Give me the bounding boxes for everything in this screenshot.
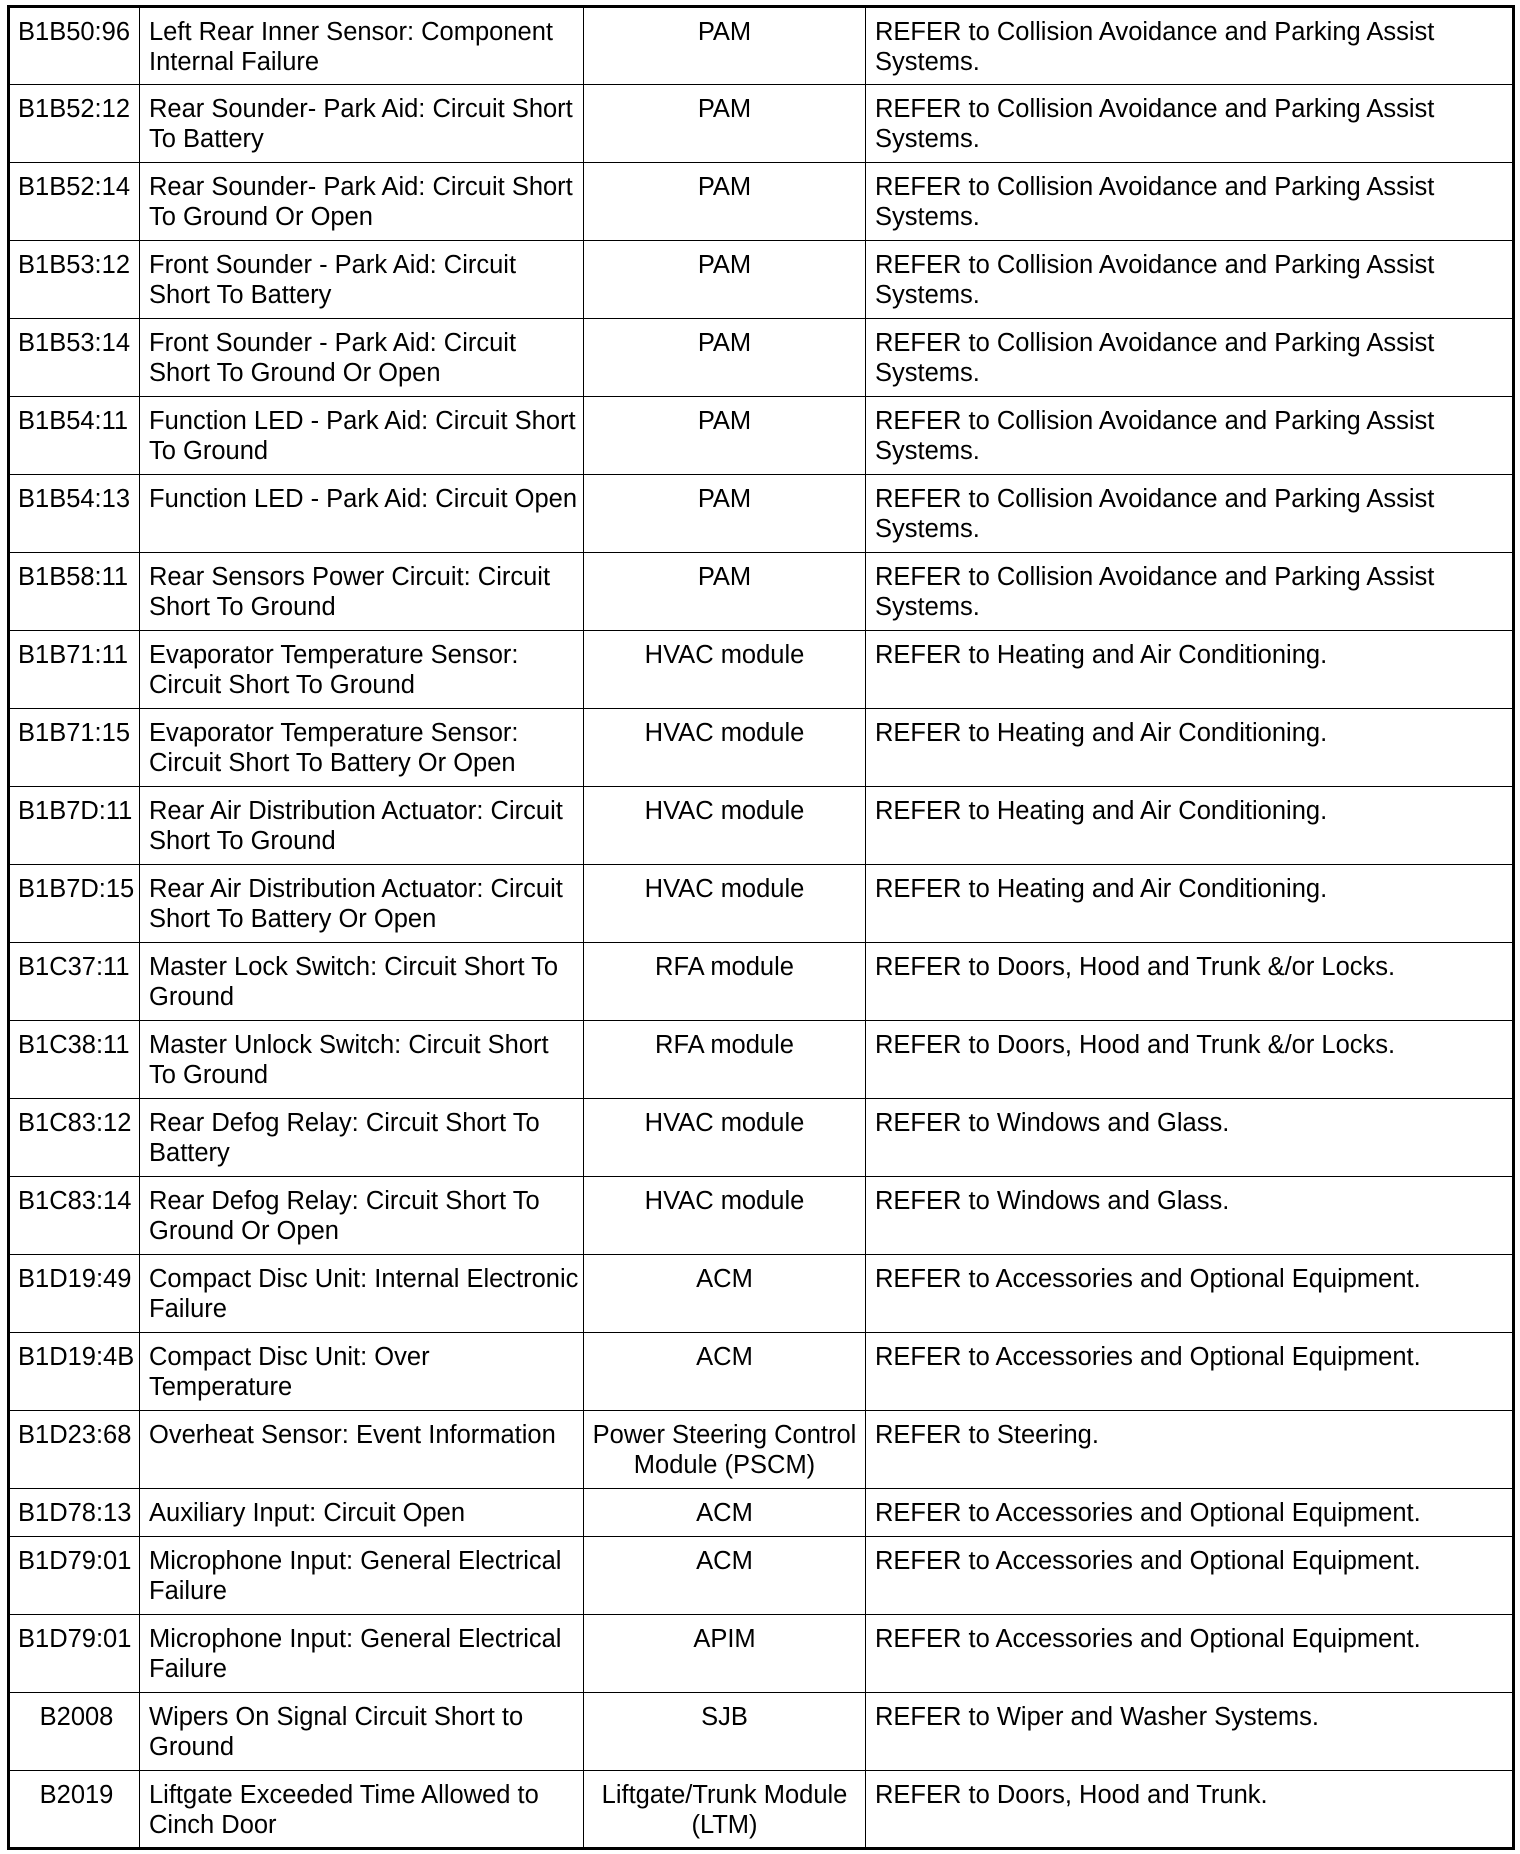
dtc-description: Front Sounder - Park Aid: Circuit Short To Battery	[140, 241, 584, 319]
dtc-action: REFER to Collision Avoidance and Parking Assist Systems.	[866, 163, 1514, 241]
table-row	[9, 1693, 1514, 1771]
dtc-description: Rear Air Distribution Actuator: Circuit Short To Ground	[140, 787, 584, 865]
dtc-module: PAM	[584, 85, 866, 163]
dtc-description: Evaporator Temperature Sensor: Circuit Short To Battery Or Open	[140, 709, 584, 787]
table-row	[9, 475, 1514, 553]
dtc-code: B1B7D:11	[9, 787, 140, 865]
dtc-module: HVAC module	[584, 1177, 866, 1255]
dtc-action: REFER to Collision Avoidance and Parking Assist Systems.	[866, 553, 1514, 631]
dtc-code: B1B54:13	[9, 475, 140, 553]
dtc-module: Power Steering Control Module (PSCM)	[584, 1411, 866, 1489]
dtc-code: B1D19:4B	[9, 1333, 140, 1411]
dtc-description: Auxiliary Input: Circuit Open	[140, 1489, 584, 1537]
dtc-action: REFER to Collision Avoidance and Parking Assist Systems.	[866, 475, 1514, 553]
table-row	[9, 553, 1514, 631]
dtc-description: Wipers On Signal Circuit Short to Ground	[140, 1693, 584, 1771]
table-row	[9, 1099, 1514, 1177]
dtc-action: REFER to Doors, Hood and Trunk &/or Locks.	[866, 943, 1514, 1021]
dtc-action: REFER to Heating and Air Conditioning.	[866, 631, 1514, 709]
dtc-module: HVAC module	[584, 1099, 866, 1177]
dtc-action: REFER to Accessories and Optional Equipment.	[866, 1489, 1514, 1537]
table-row	[9, 397, 1514, 475]
dtc-action: REFER to Doors, Hood and Trunk &/or Locks.	[866, 1021, 1514, 1099]
dtc-code: B1B52:12	[9, 85, 140, 163]
dtc-description: Microphone Input: General Electrical Failure	[140, 1537, 584, 1615]
table-row	[9, 1489, 1514, 1537]
table-row	[9, 1177, 1514, 1255]
dtc-code: B1C37:11	[9, 943, 140, 1021]
dtc-action: REFER to Steering.	[866, 1411, 1514, 1489]
table-row	[9, 787, 1514, 865]
dtc-description: Rear Sounder- Park Aid: Circuit Short To Ground Or Open	[140, 163, 584, 241]
dtc-module: HVAC module	[584, 709, 866, 787]
table-row	[9, 1615, 1514, 1693]
dtc-action: REFER to Doors, Hood and Trunk.	[866, 1771, 1514, 1849]
dtc-code: B1C83:12	[9, 1099, 140, 1177]
dtc-code: B1D23:68	[9, 1411, 140, 1489]
dtc-module: PAM	[584, 553, 866, 631]
dtc-description: Master Lock Switch: Circuit Short To Ground	[140, 943, 584, 1021]
dtc-description: Microphone Input: General Electrical Failure	[140, 1615, 584, 1693]
dtc-action: REFER to Collision Avoidance and Parking Assist Systems.	[866, 7, 1514, 85]
dtc-code: B1B71:11	[9, 631, 140, 709]
dtc-action: REFER to Heating and Air Conditioning.	[866, 787, 1514, 865]
dtc-description: Function LED - Park Aid: Circuit Open	[140, 475, 584, 553]
dtc-description: Front Sounder - Park Aid: Circuit Short To Ground Or Open	[140, 319, 584, 397]
dtc-code: B1B50:96	[9, 7, 140, 85]
dtc-action: REFER to Collision Avoidance and Parking Assist Systems.	[866, 85, 1514, 163]
dtc-table	[7, 5, 1515, 1850]
dtc-action: REFER to Accessories and Optional Equipment.	[866, 1615, 1514, 1693]
dtc-description: Evaporator Temperature Sensor: Circuit Short To Ground	[140, 631, 584, 709]
dtc-action: REFER to Accessories and Optional Equipment.	[866, 1255, 1514, 1333]
table-row	[9, 631, 1514, 709]
table-row	[9, 319, 1514, 397]
dtc-module: PAM	[584, 163, 866, 241]
dtc-module: ACM	[584, 1489, 866, 1537]
dtc-code: B1D78:13	[9, 1489, 140, 1537]
dtc-code: B1D19:49	[9, 1255, 140, 1333]
dtc-code: B1B52:14	[9, 163, 140, 241]
dtc-module: PAM	[584, 397, 866, 475]
dtc-module: HVAC module	[584, 631, 866, 709]
table-row	[9, 241, 1514, 319]
table-row	[9, 1537, 1514, 1615]
dtc-description: Liftgate Exceeded Time Allowed to Cinch Door	[140, 1771, 584, 1849]
dtc-module: RFA module	[584, 1021, 866, 1099]
dtc-code: B1D79:01	[9, 1615, 140, 1693]
dtc-code: B1C38:11	[9, 1021, 140, 1099]
dtc-description: Rear Defog Relay: Circuit Short To Battery	[140, 1099, 584, 1177]
table-row	[9, 1021, 1514, 1099]
table-row	[9, 163, 1514, 241]
dtc-description: Master Unlock Switch: Circuit Short To Ground	[140, 1021, 584, 1099]
dtc-module: PAM	[584, 475, 866, 553]
dtc-description: Function LED - Park Aid: Circuit Short To Ground	[140, 397, 584, 475]
dtc-module: ACM	[584, 1333, 866, 1411]
table-row	[9, 7, 1514, 85]
dtc-action: REFER to Collision Avoidance and Parking Assist Systems.	[866, 397, 1514, 475]
dtc-module: PAM	[584, 319, 866, 397]
dtc-action: REFER to Windows and Glass.	[866, 1099, 1514, 1177]
dtc-description: Compact Disc Unit: Over Temperature	[140, 1333, 584, 1411]
table-row	[9, 943, 1514, 1021]
dtc-action: REFER to Accessories and Optional Equipment.	[866, 1333, 1514, 1411]
dtc-module: APIM	[584, 1615, 866, 1693]
dtc-action: REFER to Heating and Air Conditioning.	[866, 709, 1514, 787]
dtc-module: SJB	[584, 1693, 866, 1771]
dtc-description: Compact Disc Unit: Internal Electronic Failure	[140, 1255, 584, 1333]
dtc-code: B1C83:14	[9, 1177, 140, 1255]
dtc-code: B1D79:01	[9, 1537, 140, 1615]
dtc-module: ACM	[584, 1537, 866, 1615]
dtc-description: Rear Air Distribution Actuator: Circuit Short To Battery Or Open	[140, 865, 584, 943]
table-row	[9, 709, 1514, 787]
dtc-code: B2019	[9, 1771, 140, 1849]
dtc-description: Overheat Sensor: Event Information	[140, 1411, 584, 1489]
dtc-module: Liftgate/Trunk Module (LTM)	[584, 1771, 866, 1849]
dtc-module: PAM	[584, 241, 866, 319]
table-row	[9, 1255, 1514, 1333]
dtc-code: B1B58:11	[9, 553, 140, 631]
dtc-module: ACM	[584, 1255, 866, 1333]
table-row	[9, 865, 1514, 943]
table-row	[9, 1411, 1514, 1489]
table-row	[9, 1771, 1514, 1849]
dtc-code: B2008	[9, 1693, 140, 1771]
dtc-module: HVAC module	[584, 787, 866, 865]
dtc-module: PAM	[584, 7, 866, 85]
dtc-action: REFER to Collision Avoidance and Parking Assist Systems.	[866, 241, 1514, 319]
dtc-module: HVAC module	[584, 865, 866, 943]
dtc-action: REFER to Collision Avoidance and Parking Assist Systems.	[866, 319, 1514, 397]
dtc-code: B1B7D:15	[9, 865, 140, 943]
dtc-description: Rear Sensors Power Circuit: Circuit Short To Ground	[140, 553, 584, 631]
table-row	[9, 1333, 1514, 1411]
dtc-code: B1B71:15	[9, 709, 140, 787]
dtc-action: REFER to Heating and Air Conditioning.	[866, 865, 1514, 943]
dtc-action: REFER to Windows and Glass.	[866, 1177, 1514, 1255]
dtc-description: Rear Defog Relay: Circuit Short To Ground Or Open	[140, 1177, 584, 1255]
dtc-action: REFER to Accessories and Optional Equipment.	[866, 1537, 1514, 1615]
dtc-action: REFER to Wiper and Washer Systems.	[866, 1693, 1514, 1771]
dtc-code: B1B53:12	[9, 241, 140, 319]
dtc-module: RFA module	[584, 943, 866, 1021]
dtc-code: B1B53:14	[9, 319, 140, 397]
dtc-description: Left Rear Inner Sensor: Component Internal Failure	[140, 7, 584, 85]
dtc-code: B1B54:11	[9, 397, 140, 475]
dtc-description: Rear Sounder- Park Aid: Circuit Short To Battery	[140, 85, 584, 163]
table-row	[9, 85, 1514, 163]
